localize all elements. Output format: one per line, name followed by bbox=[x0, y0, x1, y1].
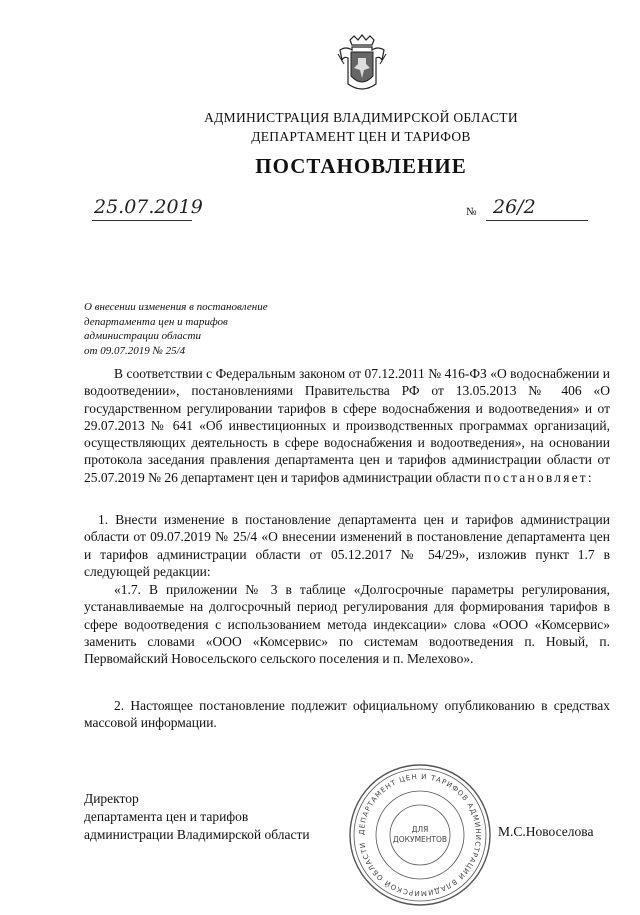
number-sign: № bbox=[466, 206, 477, 218]
document-date: 25.07.2019 bbox=[94, 196, 203, 218]
item-1-7-paragraph: «1.7. В приложении № 3 в таблице «Долгосрочные параметры регулирования, устанавливаемые на долгосрочный период регулирования для формирования тарифов в сфере водоотведения с использованием метода индексации» слова «ООО «Комсервис» заменить словами «ООО «Комсервис» по системам водоотведения п. Новый, п. Первомайский Новосельского сельского поселения и п. Мелехово». bbox=[84, 582, 610, 667]
document-title: ПОСТАНОВЛЕНИЕ bbox=[255, 154, 467, 178]
document-number: 26/2 bbox=[493, 196, 536, 218]
item-2-paragraph: 2. Настоящее постановление подлежит официальному опубликованию в средствах массовой информации. bbox=[84, 698, 610, 731]
signer-position-line1: Директор bbox=[84, 791, 139, 806]
preamble-paragraph bbox=[84, 365, 610, 486]
subject-line: О внесении изменения в постановление bbox=[84, 301, 268, 313]
subject-line: от 09.07.2019 № 25/4 bbox=[84, 344, 186, 357]
signer-position-line2: департамента цен и тарифов bbox=[84, 809, 249, 824]
coat-of-arms-icon bbox=[336, 34, 388, 96]
date-underline bbox=[92, 220, 192, 221]
stamp-inner-line1: ДЛЯ bbox=[411, 825, 429, 834]
number-underline bbox=[486, 220, 588, 221]
resolve-word: постановляет: bbox=[484, 469, 594, 485]
org-name-line1: АДМИНИСТРАЦИЯ ВЛАДИМИРСКОЙ ОБЛАСТИ bbox=[204, 110, 518, 125]
org-name-line2: ДЕПАРТАМЕНТ ЦЕН И ТАРИФОВ bbox=[251, 129, 471, 144]
signature-block bbox=[84, 790, 310, 844]
official-stamp bbox=[345, 760, 495, 910]
signer-position-line3: администрации Владимирской области bbox=[84, 827, 310, 842]
subject-line: департамента цен и тарифов bbox=[84, 315, 228, 328]
stamp-ring-text: ДЕПАРТАМЕНТ ЦЕН И ТАРИФОВ АДМИНИСТРАЦИИ ВЛАДИМИРСКОЙ ОБЛАСТИ bbox=[357, 772, 483, 898]
item-1-paragraph: 1. Внести изменение в постановление департамента цен и тарифов администрации области от 09.07.2019 № 25/4 «О внесении изменений в постановление департамента цен и тарифов администрации области от 05.12.2017 № 54/29», изложив пункт 1.7 в следующей редакции: bbox=[84, 512, 610, 579]
signer-name: М.С.Новоселова bbox=[498, 824, 594, 839]
document-subject bbox=[84, 300, 268, 358]
preamble-text: В соответствии с Федеральным законом от 07.12.2011 № 416-ФЗ «О водоснабжении и водоотведении», постановлениями Правительства РФ от 13.05.2013 № 406 «О государственном регулировании тарифов в сфере водоснабжения и водоотведения» и от 29.07.2013 № 641 «Об инвестиционных и производственных программах организаций, осуществляющих деятельность в сфере водоснабжения и водоотведения», на основании протокола заседания правления департамента цен и тарифов администрации области от 25.07.2019 № 26 департамент цен и тарифов администрации области bbox=[84, 366, 610, 485]
subject-line: администрации области bbox=[84, 330, 201, 342]
stamp-inner-line2: ДОКУМЕНТОВ bbox=[392, 835, 448, 844]
